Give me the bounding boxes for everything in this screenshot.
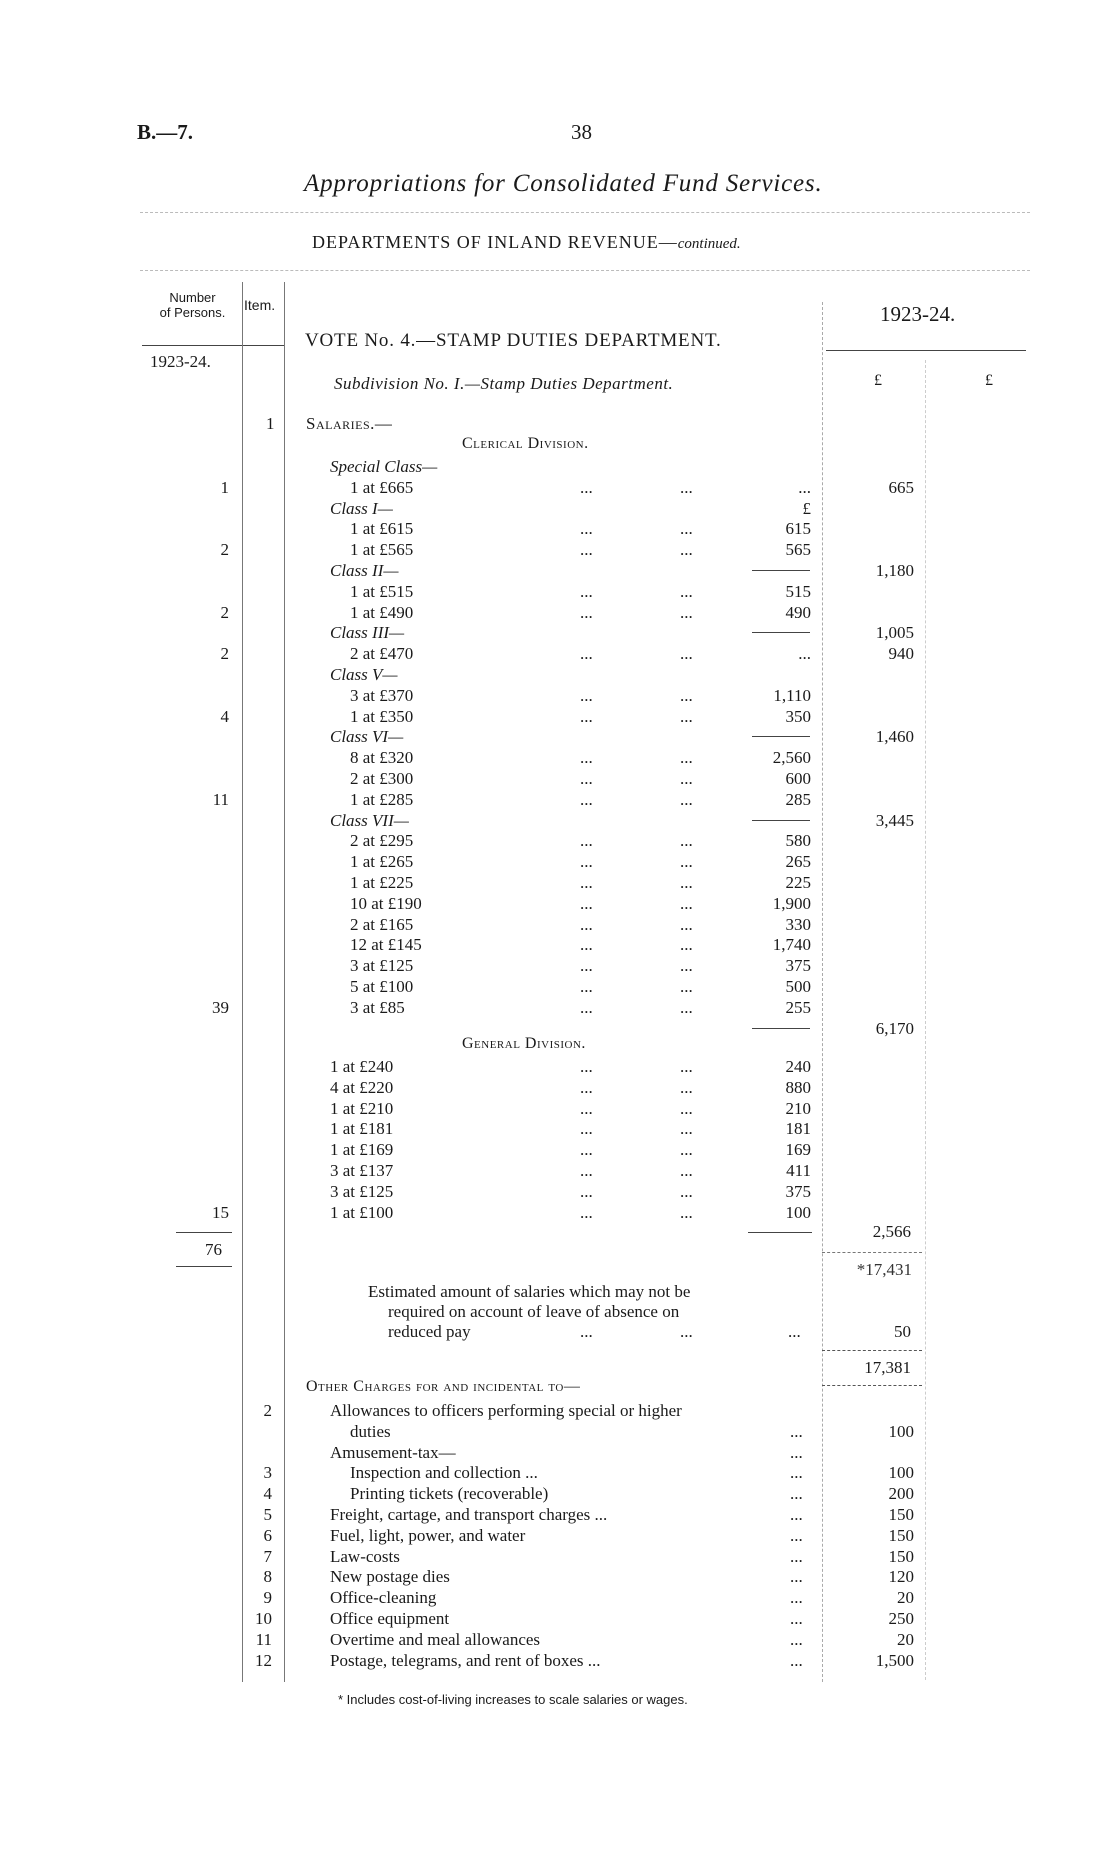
row-description: Class II— [330,561,399,580]
leader-dots: ... [580,935,593,955]
amount-detail: 330 [785,914,811,934]
leader-dots: ... [680,956,693,976]
row-description: 1 at £350 [350,706,414,726]
item-header: Item. [244,297,276,313]
persons-count: 11 [212,789,229,809]
footnote: * Includes cost-of-living increases to scale salaries or wages. [338,1692,688,1707]
leader-dots: ... [680,789,693,809]
leader-dots: ... [790,1442,803,1462]
row-description: Special Class— [330,457,438,476]
leader-dots: ... [580,914,593,934]
row-description: Class VII— [330,810,409,830]
persons-count: 2 [220,602,229,622]
leader-dots: ... [580,831,593,851]
item-number: 9 [263,1588,272,1608]
general-division-heading: General Division. [462,1035,586,1052]
amount-detail: 500 [785,977,811,996]
leader-dots: ... [680,706,693,726]
table-row [0,976,1114,997]
item-number: 2 [263,1401,272,1420]
leader-dots: ... [580,540,593,560]
page-number: 38 [571,120,592,144]
amount-detail: 490 [785,602,811,622]
row-description: Class V— [330,665,398,684]
table-row [0,955,1114,976]
leader-dots: ... [580,997,593,1017]
leader-dots: ... [680,644,693,664]
table-row [0,1608,1114,1629]
leader-dots: ... [580,1161,593,1180]
other-charges-heading: Other Charges for and incidental to— [306,1378,581,1395]
amount-detail: 1,900 [772,893,811,913]
amount-detail: 1,110 [773,685,811,705]
row-description: New postage dies [330,1567,450,1587]
table-row [0,1566,1114,1587]
amount-total: 1,180 [875,561,914,580]
leader-dots: ... [580,873,593,892]
row-description: 5 at £100 [350,977,414,996]
estimate-line1: Estimated amount of salaries which may not be [368,1282,691,1301]
year-header-rule [826,350,1026,351]
row-description: 1 at £265 [350,852,414,872]
amount-detail: 265 [785,852,811,872]
amount-total: 665 [888,477,914,497]
subtotal-rule [752,1028,810,1029]
table-row [0,560,1114,581]
leader-dots: ... [580,1098,593,1118]
persons-header-line2: of Persons. [159,305,226,320]
subtitle-rule [140,270,1030,271]
leader-dots: ... [680,852,693,872]
leader-dots: ... [580,956,593,976]
amount-detail: 375 [785,956,811,976]
leader-dots: ... [680,602,693,622]
table-row [0,1181,1114,1202]
leader-dots: ... [790,1525,803,1545]
leader-dots: ... [680,540,693,560]
table-row [0,539,1114,560]
row-description: duties [350,1421,391,1441]
net-total: 17,381 [864,1358,911,1377]
row-description: 1 at £565 [350,540,414,560]
row-description: 3 at £85 [350,997,405,1017]
amount-detail: 515 [785,581,811,601]
leader-dots: ... [680,893,693,913]
amount-detail: 580 [785,831,811,851]
row-description: 3 at £125 [350,956,414,976]
leader-dots: ... [680,477,693,497]
leader-dots: ... [680,1202,693,1222]
table-row [0,456,1114,477]
leader-dots: ... [680,1057,693,1076]
persons-year: 1923-24. [150,352,211,371]
table-row [0,747,1114,768]
amount-total: 250 [888,1609,914,1628]
amount-detail: £ [802,498,811,518]
amount-detail: 615 [785,519,811,539]
leader-dots: ... [580,1057,593,1076]
leader-dots: ... [680,873,693,892]
subtitle-continued: continued. [677,236,741,252]
amount-total: 20 [897,1629,914,1649]
estimate-dots2: ... [680,1322,693,1341]
item-number: 11 [255,1629,272,1649]
row-description: 1 at £181 [330,1119,394,1139]
title-rule [140,212,1030,213]
table-row [0,851,1114,872]
row-description: 2 at £295 [350,831,414,851]
table-row [0,1160,1114,1181]
leader-dots: ... [680,685,693,705]
leader-dots: ... [790,1588,803,1608]
row-description: Printing tickets (recoverable) [350,1484,549,1504]
row-description: Office-cleaning [330,1588,437,1608]
item-number: 12 [255,1650,272,1670]
estimate-line3-text: reduced pay [388,1322,471,1341]
row-description: 1 at £490 [350,602,414,622]
table-row [0,1421,1114,1442]
leader-dots: ... [680,581,693,601]
row-description: Amusement-tax— [330,1442,456,1462]
subtotal-rule [752,820,810,821]
estimate-amount: 50 [894,1322,911,1341]
leader-dots: ... [580,685,593,705]
clerical-division-heading: Clerical Division. [462,435,589,452]
leader-dots: ... [790,1484,803,1504]
persons-header-rule [142,345,242,346]
row-description: 1 at £615 [350,519,414,539]
general-total: 2,566 [872,1222,911,1241]
leader-dots: ... [680,1140,693,1160]
row-description: 1 at £210 [330,1098,394,1118]
row-description: 12 at £145 [350,935,422,955]
leader-dots: ... [580,1077,593,1097]
leader-dots: ... [580,519,593,539]
table-row [0,1587,1114,1608]
leader-dots: ... [680,1181,693,1201]
leader-dots: ... [580,893,593,913]
leader-dots: ... [680,748,693,768]
item-header-rule [242,345,284,346]
leader-dots: ... [790,1609,803,1628]
persons-total-rule-bottom [176,1266,232,1267]
table-row [0,1400,1114,1421]
table-row [0,1098,1114,1119]
leader-dots: ... [680,1161,693,1180]
row-description: 4 at £220 [330,1077,394,1097]
amount-detail: 169 [785,1140,811,1160]
row-description: 1 at £665 [350,477,414,497]
table-row [0,1442,1114,1463]
table-row [0,498,1114,519]
page-title: Appropriations for Consolidated Fund Services. [304,170,823,197]
amount-total: 1,460 [875,727,914,747]
table-row [0,622,1114,643]
persons-count: 15 [212,1202,229,1222]
table-row [0,1483,1114,1504]
leader-dots: ... [790,1650,803,1670]
leader-dots: ... [790,1463,803,1483]
table-row [0,1139,1114,1160]
estimate-line2: required on account of leave of absence on [388,1302,680,1321]
leader-dots: ... [680,977,693,996]
leader-dots: ... [680,519,693,539]
item-number: 6 [263,1525,272,1545]
row-description: 3 at £125 [330,1181,394,1201]
table-row [0,1077,1114,1098]
row-description: 2 at £165 [350,914,414,934]
leader-dots: ... [790,1421,803,1441]
table-row [0,997,1114,1018]
row-description: 2 at £300 [350,769,414,788]
leader-dots: ... [580,977,593,996]
amount-total: 100 [888,1463,914,1483]
table-row [0,872,1114,893]
amount-detail: ... [798,477,811,497]
amount-detail: 565 [785,540,811,560]
table-row [0,581,1114,602]
year-header: 1923-24. [880,302,956,326]
leader-dots: ... [580,477,593,497]
amount-total: 1,500 [875,1650,914,1670]
row-description: Class III— [330,623,405,643]
leader-dots: ... [680,769,693,788]
persons-total-rule-top [176,1232,232,1233]
persons-count: 2 [220,644,229,664]
row-description: 1 at £285 [350,789,414,809]
amount-detail: 285 [785,789,811,809]
amount-total: 200 [888,1484,914,1504]
table-row [0,934,1114,955]
leader-dots: ... [790,1505,803,1524]
net-total-rule-bottom [822,1385,922,1386]
amount-detail: ... [798,644,811,664]
section-subtitle [312,232,741,253]
table-row [0,914,1114,935]
table-row [0,768,1114,789]
row-description: 8 at £320 [350,748,414,768]
amount-total: 120 [888,1567,914,1587]
item-number: 10 [255,1609,272,1628]
row-description: Postage, telegrams, and rent of boxes ... [330,1650,601,1670]
table-row [0,1629,1114,1650]
table-row [0,830,1114,851]
leader-dots: ... [580,1140,593,1160]
table-row [0,789,1114,810]
row-description: Overtime and meal allowances [330,1629,541,1649]
amount-total: 6,170 [875,1018,914,1038]
leader-dots: ... [580,852,593,872]
amount-detail: 240 [785,1057,811,1076]
amount-detail: 210 [785,1098,811,1118]
row-description: 1 at £225 [350,873,414,892]
subtotal-rule [752,570,810,571]
persons-header-line1: Number [169,290,216,305]
item-number: 5 [263,1505,272,1524]
row-description: Class VI— [330,727,404,747]
persons-count: 4 [220,706,229,726]
leader-dots: ... [580,769,593,788]
row-description: 1 at £240 [330,1057,394,1076]
leader-dots: ... [580,1181,593,1201]
persons-count: 1 [220,477,229,497]
row-description: 3 at £370 [350,685,414,705]
salaries-total-rule [822,1252,922,1253]
row-description: Law-costs [330,1546,400,1566]
table-row [0,1504,1114,1525]
row-description: 10 at £190 [350,893,422,913]
amount-detail: 375 [785,1181,811,1201]
table-row [0,518,1114,539]
item-number: 4 [263,1484,272,1504]
general-total-rule [748,1232,812,1233]
leader-dots: ... [580,789,593,809]
table-row [0,1650,1114,1671]
salaries-heading: Salaries.— [306,414,393,433]
leader-dots: ... [580,602,593,622]
estimate-line3 [388,1322,812,1342]
subdivision-title: Subdivision No. I.—Stamp Duties Department. [334,374,674,393]
leader-dots: ... [580,1202,593,1222]
leader-dots: ... [790,1567,803,1587]
subtotal-rule [752,736,810,737]
amount-total: 150 [888,1525,914,1545]
table-row [0,477,1114,498]
table-row [0,685,1114,706]
leader-dots: ... [790,1546,803,1566]
row-description: 1 at £169 [330,1140,394,1160]
row-description: 2 at £470 [350,644,414,664]
leader-dots: ... [680,831,693,851]
page-ref: B.—7. [137,120,194,144]
leader-dots: ... [580,706,593,726]
table-row [0,1118,1114,1139]
leader-dots: ... [580,581,593,601]
amount-detail: 2,560 [772,748,811,768]
row-description: Class I— [330,498,393,518]
persons-count: 2 [220,540,229,560]
leader-dots: ... [680,1098,693,1118]
table-row [0,1462,1114,1483]
amount-total: 150 [888,1505,914,1524]
pound-col2: £ [985,372,993,389]
leader-dots: ... [680,997,693,1017]
leader-dots: ... [680,935,693,955]
row-description: Inspection and collection ... [350,1463,538,1483]
pound-col1: £ [874,372,882,389]
amount-detail: 100 [785,1202,811,1222]
table-row [0,1056,1114,1077]
table-row [0,726,1114,747]
table-row [0,1525,1114,1546]
leader-dots: ... [680,1077,693,1097]
table-row [0,664,1114,685]
row-description: Fuel, light, power, and water [330,1525,526,1545]
amount-detail: 880 [785,1077,811,1097]
leader-dots: ... [790,1629,803,1649]
net-total-rule-top [822,1350,922,1351]
vote-title: VOTE No. 4.—STAMP DUTIES DEPARTMENT. [305,330,722,351]
row-description: Office equipment [330,1609,450,1628]
leader-dots: ... [580,1119,593,1139]
row-description: 1 at £100 [330,1202,394,1222]
table-row [0,1546,1114,1567]
persons-header [145,290,240,320]
leader-dots: ... [680,914,693,934]
subtitle-text: DEPARTMENTS OF INLAND REVENUE— [312,232,678,252]
salaries-total: *17,431 [856,1260,912,1279]
amount-total: 150 [888,1546,914,1566]
item-number: 3 [263,1463,272,1483]
row-description: 3 at £137 [330,1161,394,1180]
persons-total: 76 [205,1240,222,1259]
item-number: 8 [263,1567,272,1587]
item-number: 7 [263,1546,272,1566]
row-description: Freight, cartage, and transport charges ... [330,1505,608,1524]
table-row [0,706,1114,727]
amount-detail: 411 [786,1161,811,1180]
table-row [0,1202,1114,1223]
leader-dots: ... [680,1119,693,1139]
amount-detail: 255 [785,997,811,1017]
persons-count: 39 [212,997,229,1017]
amount-detail: 600 [785,769,811,788]
table-row [0,602,1114,623]
table-row [0,643,1114,664]
amount-total: 100 [888,1421,914,1441]
leader-dots: ... [580,748,593,768]
subtotal-rule [752,632,810,633]
table-row [0,810,1114,831]
table-row [0,893,1114,914]
amount-detail: 350 [785,706,811,726]
leader-dots: ... [580,644,593,664]
row-description: 1 at £515 [350,581,414,601]
amount-detail: 1,740 [772,935,811,955]
amount-detail: 181 [785,1119,811,1139]
amount-detail: 225 [785,873,811,892]
amount-total: 940 [888,644,914,664]
amount-total: 20 [897,1588,914,1608]
estimate-dots: ... [580,1322,593,1341]
amount-total: 3,445 [875,810,914,830]
salaries-item-number: 1 [266,414,275,433]
estimate-dots3: ... [788,1322,801,1341]
amount-total: 1,005 [875,623,914,643]
row-description: Allowances to officers performing special or higher [330,1401,682,1420]
